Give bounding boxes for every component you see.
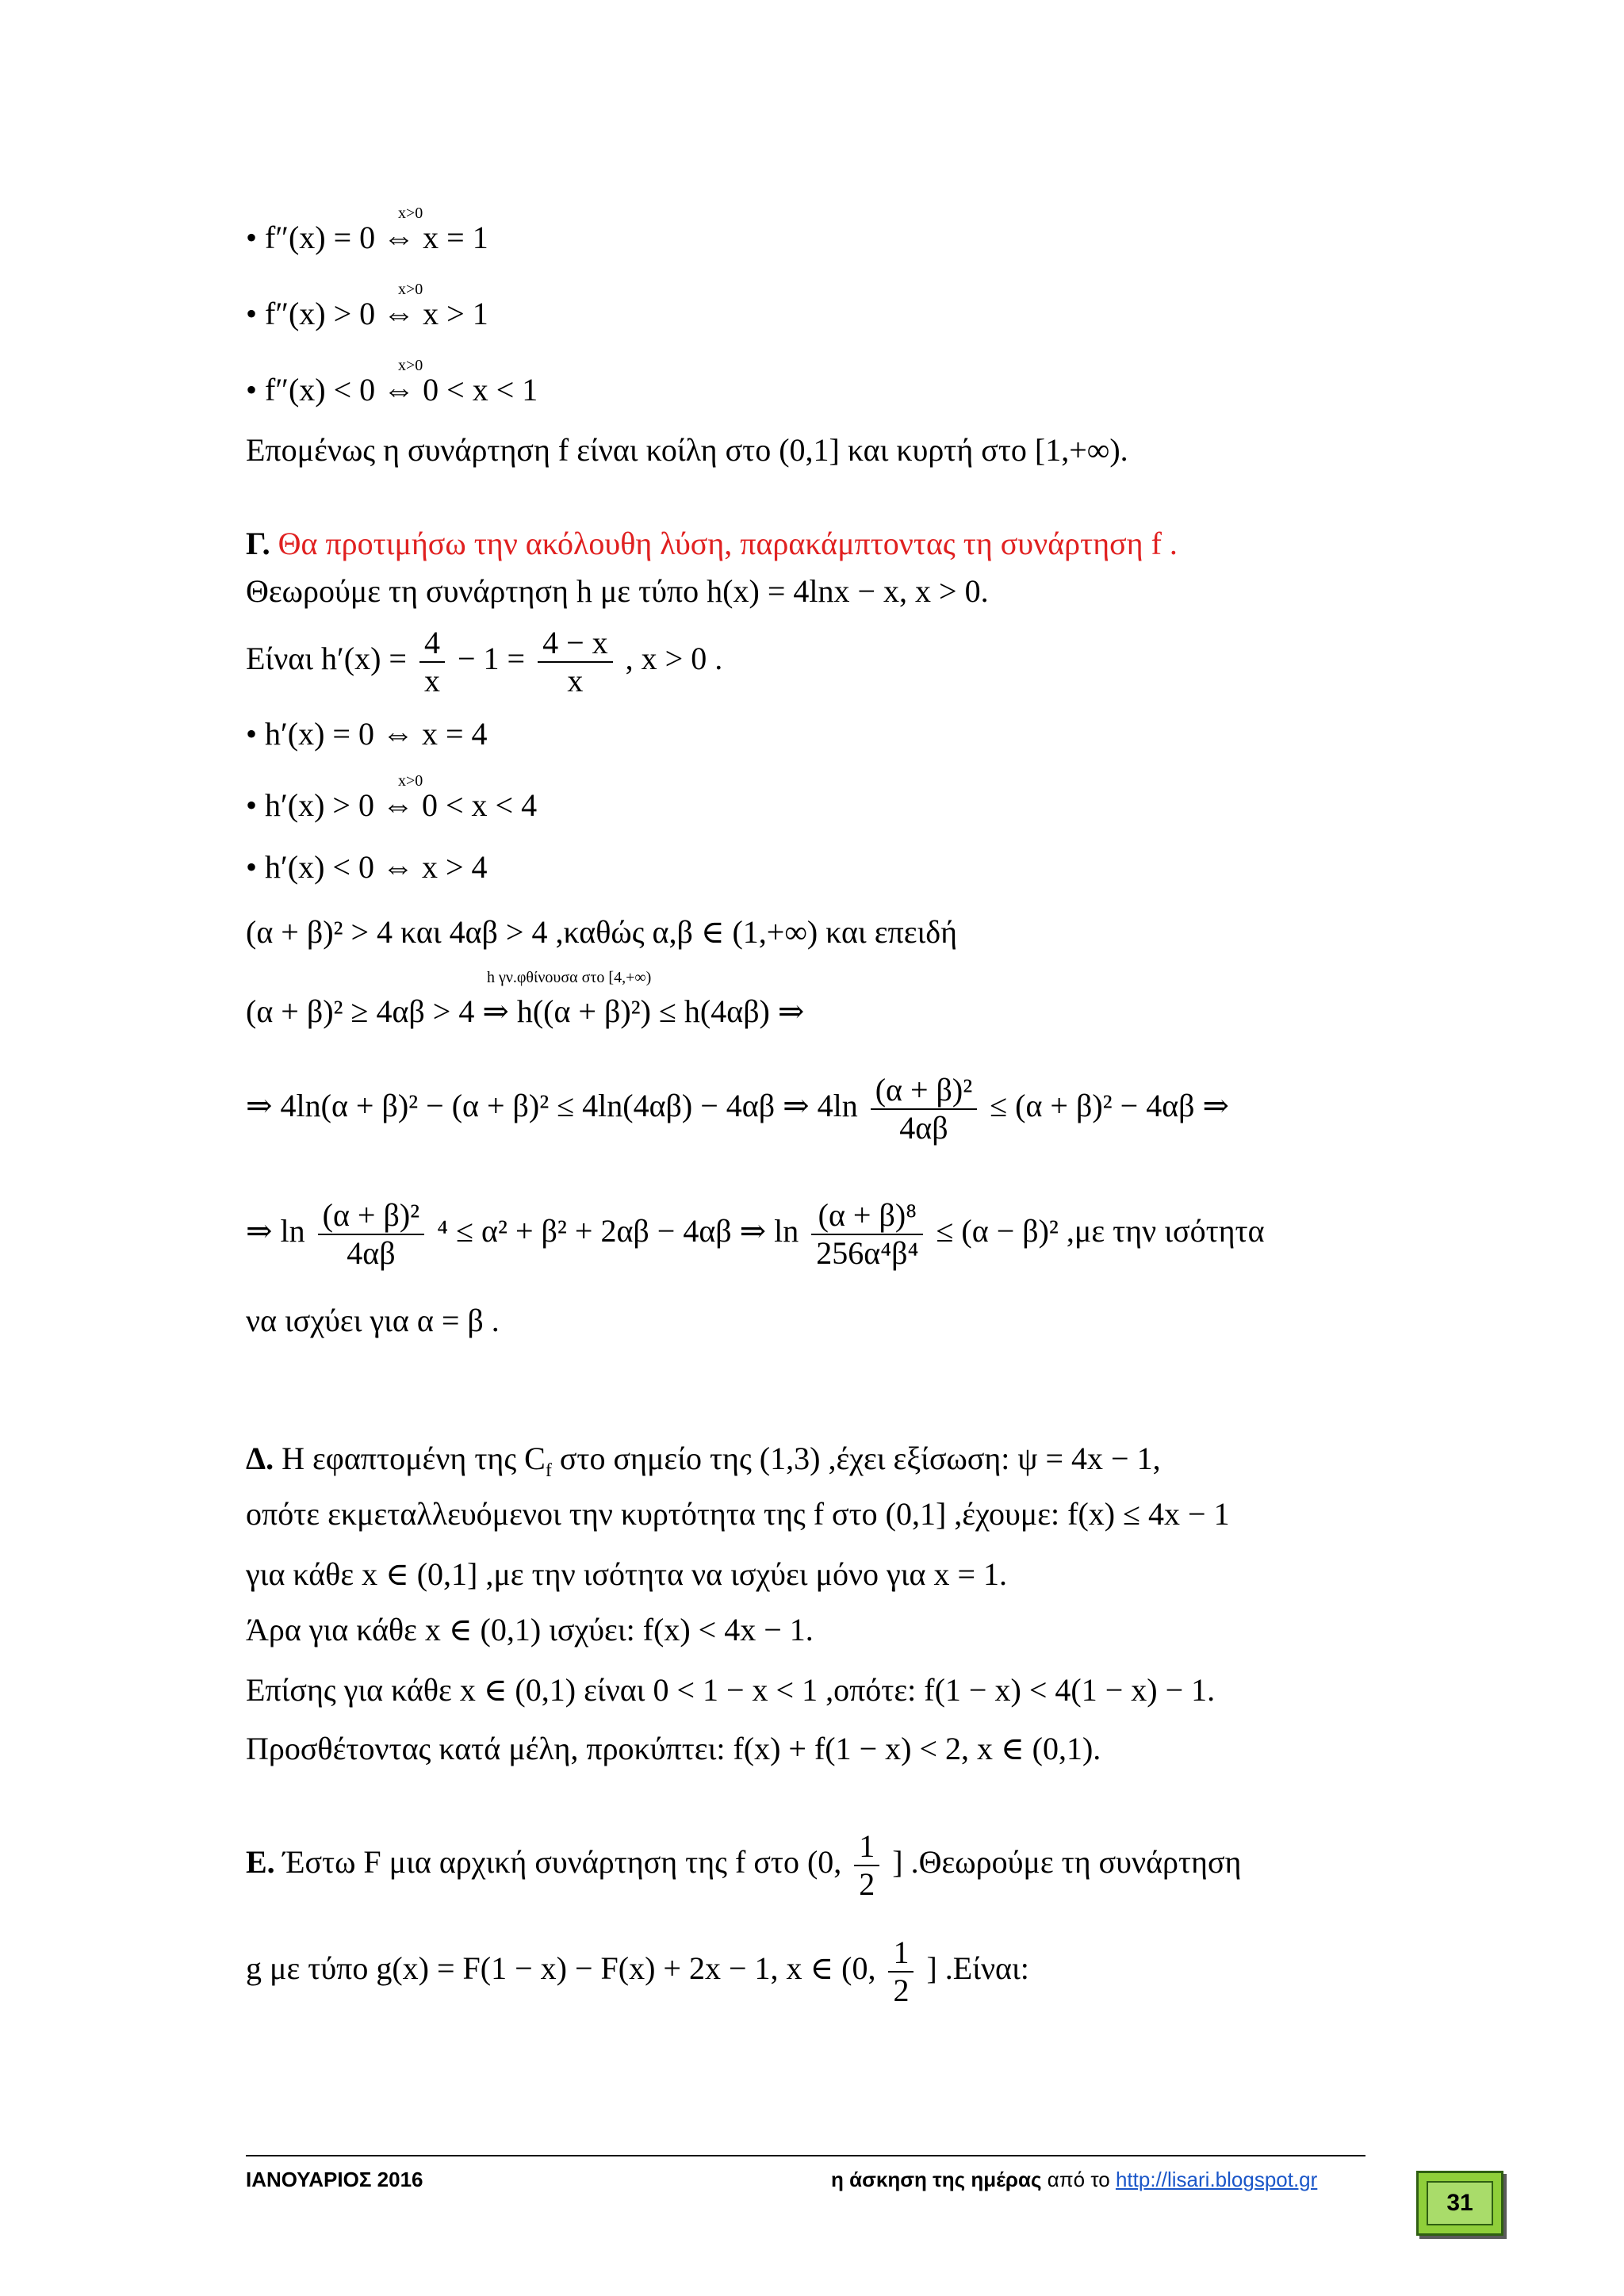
fraction (318, 1197, 425, 1272)
text-part: Έστω F μια αρχική συνάρτηση της f στο (0, (274, 1844, 842, 1881)
derivative-line (246, 625, 722, 699)
condition-label: x>0 (398, 205, 423, 222)
text-part: ] .Είναι: (926, 1950, 1029, 1987)
denominator: 256α⁴β⁴ (816, 1235, 919, 1271)
text-part: ] .Θεωρούμε τη συνάρτηση (892, 1844, 1242, 1881)
footer-from: από το (1041, 2168, 1116, 2191)
math-line: • f″(x) < 0 ⇔ 0 < x < 1 (246, 372, 538, 408)
section-d-heading (246, 1438, 1161, 1491)
fraction (538, 625, 613, 699)
math-line: • f″(x) > 0 ⇔ x > 1 (246, 296, 488, 331)
numerator: 4 − x (538, 625, 613, 663)
text-line: οπότε εκμεταλλευόμενοι την κυρτότητα της f στο (0,1] ,έχουμε: f(x) ≤ 4x − 1 (246, 1496, 1230, 1532)
blog-link[interactable]: http://lisari.blogspot.gr (1115, 2168, 1318, 2191)
section-label: Δ. (246, 1441, 274, 1476)
numerator: 1 (854, 1828, 879, 1866)
condition-label: x>0 (398, 772, 423, 790)
section-label: Ε. (246, 1844, 275, 1881)
text-line: Επομένως η συνάρτηση f είναι κοίλη στο (0,1] και κυρτή στο [1,+∞). (246, 432, 1128, 468)
math-line: (α + β)² ≥ 4αβ > 4 ⇒ h((α + β)²) ≤ h(4αβ) ⇒ (246, 993, 805, 1029)
math-line: • h′(x) < 0 ⇔ x > 4 (246, 849, 488, 885)
footer-credit (831, 2166, 1317, 2193)
numerator: 4 (419, 625, 445, 663)
section-label: Γ. (246, 526, 270, 561)
text-part: , x > 0 . (625, 641, 723, 677)
denominator: 2 (859, 1866, 875, 1902)
fraction (871, 1072, 978, 1146)
math-line (246, 1072, 1229, 1146)
footer-divider (246, 2155, 1365, 2156)
text-part: ⁴ ≤ α² + β² + 2αβ − 4αβ ⇒ ln (437, 1213, 799, 1249)
text-part: ≤ (α + β)² − 4αβ ⇒ (990, 1088, 1230, 1124)
math-line: • h′(x) > 0 ⇔ 0 < x < 4 (246, 787, 538, 823)
page-number-box (1416, 2171, 1503, 2236)
text-part: − 1 = (457, 641, 526, 677)
text-part: g με τύπο g(x) = F(1 − x) − F(x) + 2x − 1, x ∈ (0, (246, 1950, 876, 1987)
numerator: 1 (888, 1934, 914, 1973)
footer-title: η άσκηση της ημέρας (831, 2168, 1042, 2191)
text-part: Η εφαπτομένη της C (274, 1441, 546, 1476)
text-line: να ισχύει για α = β . (246, 1303, 500, 1338)
section-g-heading (246, 523, 1178, 564)
text-part: ⇒ ln (246, 1213, 305, 1249)
math-line: • h′(x) = 0 ⇔ x = 4 (246, 716, 488, 752)
text-part: ≤ (α − β)² ,με την ισότητα (936, 1213, 1265, 1249)
math-line (246, 1197, 1265, 1272)
text-line: Προσθέτοντας κατά μέλη, προκύπτει: f(x) + f(1 − x) < 2, x ∈ (0,1). (246, 1731, 1101, 1766)
text-part: ⇒ 4ln(α + β)² − (α + β)² ≤ 4ln(4αβ) − 4αβ ⇒ 4ln (246, 1088, 858, 1124)
text-line: για κάθε x ∈ (0,1] ,με την ισότητα να ισχύει μόνο για x = 1. (246, 1556, 1007, 1592)
page-number: 31 (1427, 2181, 1493, 2225)
section-note: Θα προτιμήσω την ακόλουθη λύση, παρακάμπτοντας τη συνάρτηση f . (270, 526, 1178, 561)
math-line: (α + β)² > 4 και 4αβ > 4 ,καθώς α,β ∈ (1,+∞) και επειδή (246, 914, 958, 950)
fraction (888, 1934, 914, 2009)
subscript: f (545, 1460, 552, 1481)
denominator: 2 (893, 1973, 910, 2008)
text-line: Επίσης για κάθε x ∈ (0,1) είναι 0 < 1 − x < 1 ,οπότε: f(1 − x) < 4(1 − x) − 1. (246, 1672, 1216, 1708)
numerator: (α + β)² (871, 1072, 978, 1110)
math-line: • f″(x) = 0 ⇔ x = 1 (246, 220, 488, 255)
denominator: x (567, 663, 584, 698)
footer-date: ΙΑΝΟΥΑΡΙΟΣ 2016 (246, 2168, 423, 2191)
fraction (854, 1828, 879, 1903)
condition-label: x>0 (398, 357, 423, 374)
section-e-heading (246, 1828, 1241, 1903)
denominator: 4αβ (347, 1235, 396, 1271)
condition-label: h γν.φθίνουσα στο [4,+∞) (487, 969, 652, 986)
fraction (811, 1197, 923, 1272)
denominator: x (423, 663, 440, 698)
text-line: Άρα για κάθε x ∈ (0,1) ισχύει: f(x) < 4x − 1. (246, 1612, 814, 1647)
numerator: (α + β)⁸ (811, 1197, 923, 1235)
fraction (419, 625, 445, 699)
text-part: Είναι h′(x) = (246, 641, 407, 677)
condition-label: x>0 (398, 281, 423, 298)
text-line: Θεωρούμε τη συνάρτηση h με τύπο h(x) = 4lnx − x, x > 0. (246, 573, 989, 609)
denominator: 4αβ (899, 1110, 948, 1146)
text-part: στο σημείο της (1,3) ,έχει εξίσωση: ψ = 4x − 1, (551, 1441, 1161, 1476)
numerator: (α + β)² (318, 1197, 425, 1235)
math-line (246, 1934, 1029, 2009)
